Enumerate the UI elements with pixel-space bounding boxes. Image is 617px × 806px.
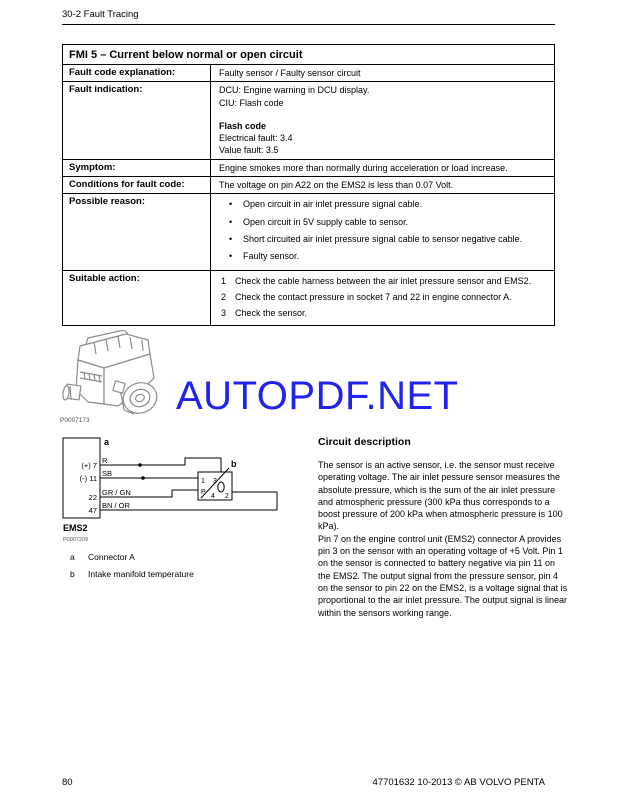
list-item xyxy=(221,275,546,287)
ems2-pin-7: (+) 7 xyxy=(81,461,97,470)
table-row-explanation xyxy=(63,65,554,82)
flash-electrical-fault: Electrical fault: 3.4 xyxy=(219,133,293,144)
row-value xyxy=(211,271,554,326)
membrane-symbol xyxy=(218,482,224,492)
sensor-pin-1: 1 xyxy=(201,478,205,485)
sensor-pin-3: 3 xyxy=(213,478,217,485)
indication-ciu: CIU: Flash code xyxy=(219,97,284,108)
list-item xyxy=(229,250,546,262)
fault-code-table xyxy=(62,44,555,326)
list-item xyxy=(229,198,546,210)
wire-label-grgn: GR / GN xyxy=(102,488,131,497)
row-label: Symptom: xyxy=(63,160,211,176)
indication-dcu: DCU: Engine warning in DCU display. xyxy=(219,85,370,96)
table-row-possible-reason xyxy=(63,194,554,270)
junction-dot xyxy=(141,476,145,480)
table-row-symptom xyxy=(63,160,554,177)
bullet-icon xyxy=(229,233,243,245)
diagram-legend xyxy=(70,552,194,586)
callout-a: a xyxy=(104,437,110,447)
row-value xyxy=(211,82,554,158)
table-row-conditions xyxy=(63,177,554,194)
diagram-figure-id: P0007209 xyxy=(63,537,89,543)
row-label: Possible reason: xyxy=(63,194,211,269)
wire-r xyxy=(100,458,221,472)
sensor-pin-2: 2 xyxy=(225,493,229,500)
fault-table-title: FMI 5 – Current below normal or open circuit xyxy=(63,45,554,65)
sensor-p-label: P xyxy=(201,489,206,496)
legend-item-a xyxy=(70,552,194,562)
bullet-text: Open circuit in air inlet pressure signal cable. xyxy=(243,199,423,210)
flash-value-fault: Value fault: 3.5 xyxy=(219,145,279,156)
bullet-icon xyxy=(229,250,243,262)
junction-dot xyxy=(138,463,142,467)
row-value: Engine smokes more than normally during acceleration or load increase. xyxy=(219,162,508,173)
wiring-diagram xyxy=(55,432,315,554)
list-item xyxy=(221,291,546,303)
step-text: Check the cable harness between the air inlet pressure sensor and EMS2. xyxy=(235,275,532,286)
list-item xyxy=(221,307,546,319)
step-text: Check the sensor. xyxy=(235,308,308,319)
step-text: Check the contact pressure in socket 7 and 22 in engine connector A. xyxy=(235,291,512,302)
row-value xyxy=(211,194,554,269)
wire-label-r: R xyxy=(102,456,108,465)
bullet-text: Short circuited air inlet pressure signal cable to sensor negative cable. xyxy=(243,233,523,244)
footer-publication-info: 47701632 10-2013 © AB VOLVO PENTA xyxy=(372,777,545,788)
circuit-description-para2: Pin 7 on the engine control unit (EMS2) connector A provides pin 3 on the sensor with an operating voltage of +5 Volt. Pin 1 on the sensor is connected to battery negative via pin 11 on the EMS2. The output signal from the pressure sensor, pin 4 on the sensor to pin 22 on the EMS2, is a voltage signal that is proportional to the air inlet pressure. The output signal is linear within the sensors working range. xyxy=(318,533,568,618)
circuit-description-section xyxy=(318,436,568,619)
legend-item-b xyxy=(70,569,194,579)
bullet-text: Open circuit in 5V supply cable to sensor. xyxy=(243,216,409,227)
ems2-pin-22: 22 xyxy=(88,493,97,502)
wire-label-sb: SB xyxy=(102,469,113,478)
pressure-sensor-drawing xyxy=(58,330,183,425)
ems2-pin-11: (-) 11 xyxy=(79,474,97,483)
sensor-pin-4: 4 xyxy=(211,493,215,500)
callout-b: b xyxy=(231,459,237,469)
step-number: 2 xyxy=(221,291,227,302)
flash-code-heading: Flash code xyxy=(219,120,267,131)
bullet-icon xyxy=(229,198,243,210)
circuit-description-heading: Circuit description xyxy=(318,436,411,448)
spacer xyxy=(219,109,546,120)
ems2-unit-label: EMS2 xyxy=(63,523,88,533)
list-item xyxy=(229,233,546,245)
bullet-icon xyxy=(229,216,243,228)
page-number: 80 xyxy=(62,777,73,788)
sensor-illustration xyxy=(58,330,183,427)
step-number: 3 xyxy=(221,308,227,319)
circuit-diagram-svg xyxy=(55,432,315,552)
row-value: The voltage on pin A22 on the EMS2 is less than 0.07 Volt. xyxy=(219,180,454,191)
table-row-suitable-action xyxy=(63,271,554,326)
row-label: Fault indication: xyxy=(63,82,211,158)
row-label: Conditions for fault code: xyxy=(63,177,211,193)
bullet-text: Faulty sensor. xyxy=(243,251,300,262)
circuit-description-para1: The sensor is an active sensor, i.e. the sensor must receive operating voltage. The air inlet pessure sensor measures the absolute pressure, which is the sum of the air inlet pressure and atmospheric pressure (300 kPa thus corresponds to a boost pressure of 200 kPa when atmospheric pressure is 100 kPa). xyxy=(318,460,563,532)
row-value: Faulty sensor / Faulty sensor circuit xyxy=(219,68,361,78)
watermark-text: AUTOPDF.NET xyxy=(176,374,459,418)
legend-key: a xyxy=(70,552,75,562)
step-number: 1 xyxy=(221,275,227,286)
legend-text: Connector A xyxy=(88,552,135,562)
row-label: Fault code explanation: xyxy=(63,65,211,81)
legend-text: Intake manifold temperature xyxy=(88,569,194,579)
page-header-title: 30-2 Fault Tracing xyxy=(62,9,139,20)
row-label: Suitable action: xyxy=(63,271,211,326)
list-item xyxy=(229,216,546,228)
ems2-pin-47: 47 xyxy=(88,506,97,515)
header-rule xyxy=(62,24,555,25)
wire-label-bnor: BN / OR xyxy=(102,501,130,510)
sensor-figure-id: P0007173 xyxy=(60,417,90,424)
table-row-indication xyxy=(63,82,554,159)
legend-key: b xyxy=(70,569,75,579)
